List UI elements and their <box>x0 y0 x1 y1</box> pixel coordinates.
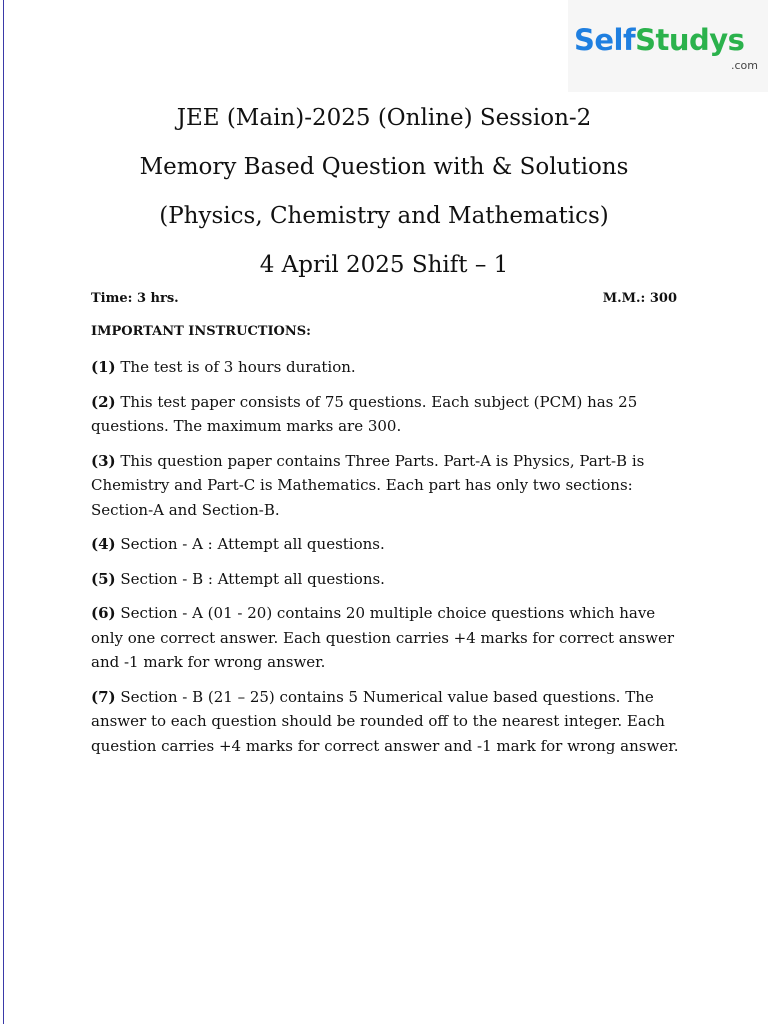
title-exam-date: 4 April 2025 Shift – 1 <box>259 252 509 278</box>
instruction-text: Section - A (01 - 20) contains 20 multiple choice questions which have only one correct answer. Each question carries +4 marks for correct answer and -1 mark for wrong answer. <box>91 604 674 671</box>
instruction-number: (2) <box>91 392 116 411</box>
instruction-item <box>91 532 691 557</box>
instruction-item <box>91 601 691 675</box>
logo-domain-suffix: .com <box>731 59 758 72</box>
instruction-number: (5) <box>91 569 116 588</box>
instruction-item <box>91 355 691 380</box>
instruction-item <box>91 567 691 592</box>
logo-text-studys: Studys <box>635 23 745 57</box>
instruction-text: Section - B (21 – 25) contains 5 Numerical value based questions. The answer to each question should be rounded off to the nearest integer. Each question carries +4 marks for correct answer and -1 mark for wrong answer. <box>91 687 679 755</box>
instruction-text: The test is of 3 hours duration. <box>115 358 356 376</box>
instructions-list <box>91 355 691 768</box>
instructions-heading: IMPORTANT INSTRUCTIONS: <box>91 324 311 339</box>
title-document-type: Memory Based Question with & Solutions <box>139 154 629 180</box>
instruction-number: (3) <box>91 451 116 470</box>
title-subjects: (Physics, Chemistry and Mathematics) <box>159 203 609 229</box>
logo-text-self: Self <box>574 23 636 57</box>
instruction-number: (4) <box>91 535 116 553</box>
instruction-number: (7) <box>91 687 116 706</box>
instruction-item <box>91 685 691 759</box>
maximum-marks: M.M.: 300 <box>602 291 677 306</box>
instruction-text: Section - A : Attempt all questions. <box>115 535 385 553</box>
instruction-item <box>91 449 691 523</box>
exam-duration: Time: 3 hrs. <box>91 291 179 306</box>
instruction-number: (1) <box>91 358 116 376</box>
instruction-text: This test paper consists of 75 questions. Each subject (PCM) has 25 questions. The maximum marks are 300. <box>91 392 638 435</box>
title-exam-name: JEE (Main)-2025 (Online) Session-2 <box>176 105 592 131</box>
instruction-text: Section - B : Attempt all questions. <box>115 569 385 588</box>
instruction-text: This question paper contains Three Parts. Part-A is Physics, Part-B is Chemistry and Part-C is Mathematics. Each part has only two sections: Section-A and Section-B. <box>91 451 645 519</box>
selfstudys-logo[interactable] <box>574 23 745 57</box>
instruction-number: (6) <box>91 604 116 622</box>
instruction-item <box>91 390 691 439</box>
document-title-block <box>0 94 768 290</box>
